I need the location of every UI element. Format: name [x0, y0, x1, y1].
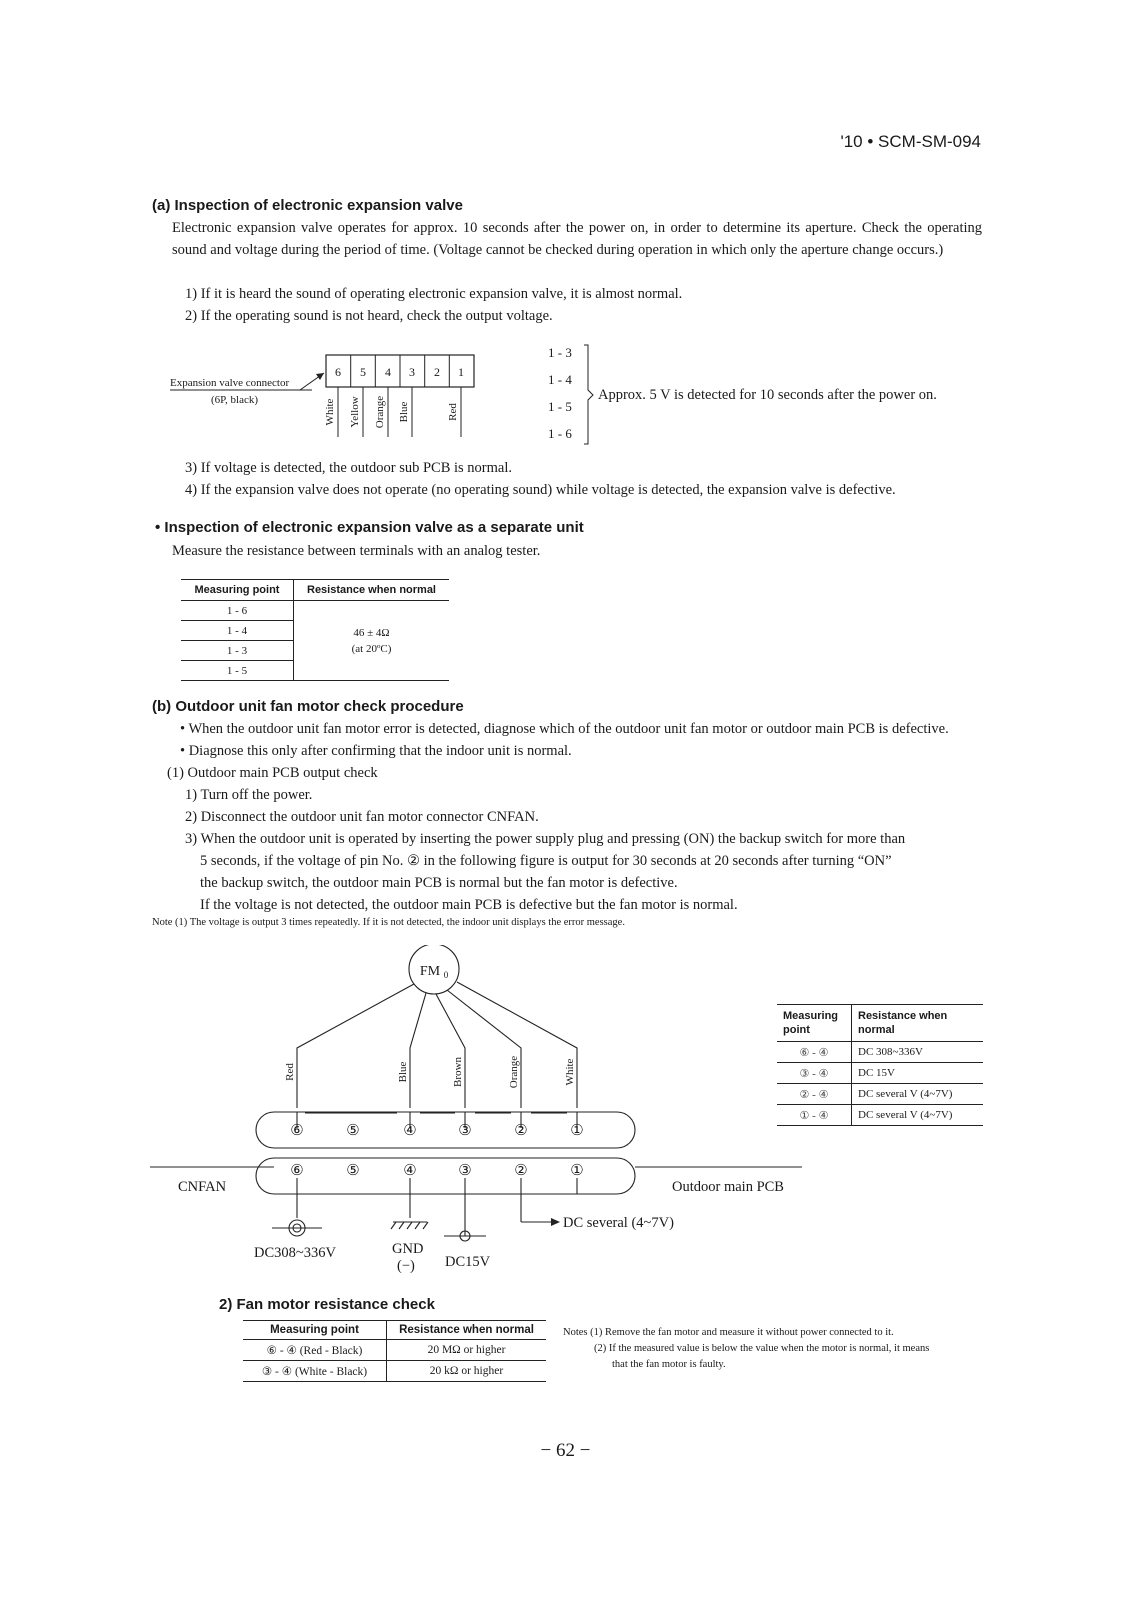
section-a-step-2: 2) If the operating sound is not heard, check the output voltage. [185, 308, 553, 324]
fan-point-cell: ③ - ④ (White - Black) [243, 1361, 387, 1382]
valve-pin-1: 1 [458, 365, 464, 379]
upper-pin-5: ⑤ [346, 1123, 360, 1139]
lower-pin-3: ③ [458, 1163, 472, 1179]
pcb-point-cell: ⑥ - ④ [777, 1042, 852, 1063]
fan-wire-white: White [564, 1058, 576, 1086]
voltage-note: Approx. 5 V is detected for 10 seconds after the power on. [598, 387, 937, 403]
table-row [243, 1340, 546, 1361]
section-b-bullet-2: • Diagnose this only after confirming that the indoor unit is normal. [180, 743, 572, 759]
valve-table-header-resistance: Resistance when normal [294, 580, 450, 601]
valve-point-cell: 1 - 6 [181, 601, 294, 621]
valve-pin-4: 4 [385, 365, 391, 379]
valve-wire-blue: Blue [398, 401, 410, 423]
table-row [777, 1063, 983, 1084]
pcb-value-cell: DC several V (4~7V) [852, 1105, 984, 1126]
lower-pin-6: ⑥ [290, 1163, 304, 1179]
upper-pin-6: ⑥ [290, 1123, 304, 1139]
gnd-sign-label: (−) [397, 1258, 415, 1274]
voltage-point-1-3: 1 - 3 [548, 345, 572, 360]
section-b-subheading: (1) Outdoor main PCB output check [167, 765, 378, 781]
fan-resistance-title: 2) Fan motor resistance check [219, 1296, 435, 1313]
gnd-label: GND [392, 1241, 424, 1257]
dc308-label: DC308~336V [254, 1245, 336, 1261]
fan-wire-red: Red [284, 1063, 296, 1081]
table-row [777, 1084, 983, 1105]
fan-resistance-table [243, 1320, 546, 1382]
valve-table-header-point: Measuring point [181, 580, 294, 601]
pcb-table-header-point: Measuring point [777, 1005, 852, 1042]
pcb-output-table [777, 1004, 983, 1126]
connector-label: Expansion valve connector [170, 377, 290, 389]
dc15v-label: DC15V [445, 1254, 491, 1270]
valve-resistance-cell [294, 601, 450, 681]
valve-point-cell: 1 - 4 [181, 621, 294, 641]
upper-pin-2: ② [514, 1123, 528, 1139]
valve-pin-6: 6 [335, 365, 341, 379]
pcb-value-cell: DC 308~336V [852, 1042, 984, 1063]
voltage-point-1-6: 1 - 6 [548, 426, 572, 441]
page-number: − 62 − [540, 1440, 591, 1461]
valve-wire-yellow: Yellow [349, 396, 361, 428]
lower-pin-4: ④ [403, 1163, 417, 1179]
table-row [181, 601, 449, 621]
section-a-step-4: 4) If the expansion valve does not operate (no operating sound) while voltage is detected, the expansion valve is defective. [185, 482, 896, 498]
fan-motor-wiring-diagram [145, 945, 805, 1275]
valve-wire-orange: Orange [374, 395, 386, 429]
dc-several-label: DC several (4~7V) [563, 1215, 674, 1231]
separate-unit-paragraph: Measure the resistance between terminals with an analog tester. [172, 543, 541, 559]
fan-notes-1: Notes (1) Remove the fan motor and measure it without power connected to it. [563, 1327, 894, 1338]
pcb-value-cell: DC several V (4~7V) [852, 1084, 984, 1105]
upper-pin-1: ① [570, 1123, 584, 1139]
pcb-point-cell: ① - ④ [777, 1105, 852, 1126]
pcb-point-cell: ③ - ④ [777, 1063, 852, 1084]
valve-pin-3: 3 [409, 365, 415, 379]
fan-wire-blue: Blue [397, 1061, 409, 1083]
upper-pin-4: ④ [403, 1123, 417, 1139]
separate-unit-title: • Inspection of electronic expansion valve as a separate unit [155, 519, 584, 536]
table-row [777, 1042, 983, 1063]
cnfan-label: CNFAN [178, 1179, 227, 1195]
pcb-point-cell: ② - ④ [777, 1084, 852, 1105]
section-a-title: (a) Inspection of electronic expansion valve [152, 197, 463, 214]
table-row [777, 1105, 983, 1126]
section-b-step-3b: 5 seconds, if the voltage of pin No. ② in the following figure is output for 30 seconds at 20 seconds after turning “ON” [200, 853, 892, 869]
section-b-title: (b) Outdoor unit fan motor check procedure [152, 698, 464, 715]
pcb-table-header-resistance: Resistance when normal [852, 1005, 984, 1042]
connector-sub-label: (6P, black) [211, 394, 259, 406]
expansion-valve-connector-diagram [165, 340, 985, 445]
fan-motor-label: FM [419, 964, 441, 979]
fan-notes-2: (2) If the measured value is below the value when the motor is normal, it means [594, 1343, 930, 1354]
section-a-step-1: 1) If it is heard the sound of operating electronic expansion valve, it is almost normal. [185, 286, 683, 302]
fan-wire-orange: Orange [508, 1055, 520, 1089]
fan-value-cell: 20 kΩ or higher [387, 1361, 547, 1382]
valve-point-cell: 1 - 5 [181, 661, 294, 681]
valve-resistance-condition: (at 20ºC) [351, 642, 392, 655]
lower-pin-1: ① [570, 1163, 584, 1179]
fan-table-header-resistance: Resistance when normal [387, 1321, 547, 1340]
section-a-paragraph: Electronic expansion valve operates for approx. 10 seconds after the power on, in order to determine its aperture. Check the operating sound and voltage during the period of time. (Voltage cannot be checked during operation in which only the aperture change occurs.) [172, 220, 982, 258]
document-id: '10 • SCM-SM-094 [840, 132, 981, 151]
section-a-step-3: 3) If voltage is detected, the outdoor sub PCB is normal. [185, 460, 513, 476]
section-b-step-3a: 3) When the outdoor unit is operated by inserting the power supply plug and pressing (ON) the backup switch for more than [185, 831, 906, 847]
lower-pin-2: ② [514, 1163, 528, 1179]
section-b-step-1: 1) Turn off the power. [185, 787, 313, 803]
fan-value-cell: 20 MΩ or higher [387, 1340, 547, 1361]
section-b-step-3d: If the voltage is not detected, the outdoor main PCB is defective but the fan motor is normal. [200, 897, 738, 913]
valve-resistance-value: 46 ± 4Ω [353, 626, 390, 639]
section-b-note: Note (1) The voltage is output 3 times repeatedly. If it is not detected, the indoor unit displays the error message. [152, 917, 625, 928]
section-b-bullet-1: • When the outdoor unit fan motor error is detected, diagnose which of the outdoor unit fan motor or outdoor main PCB is defective. [180, 721, 949, 737]
fan-table-header-point: Measuring point [243, 1321, 387, 1340]
outdoor-main-pcb-label: Outdoor main PCB [672, 1179, 784, 1195]
valve-pin-2: 2 [434, 365, 440, 379]
table-row [243, 1361, 546, 1382]
lower-pin-5: ⑤ [346, 1163, 360, 1179]
valve-wire-white: White [324, 398, 336, 426]
fan-wire-brown: Brown [452, 1057, 464, 1087]
pcb-value-cell: DC 15V [852, 1063, 984, 1084]
voltage-point-1-4: 1 - 4 [548, 372, 572, 387]
section-b-step-2: 2) Disconnect the outdoor unit fan motor connector CNFAN. [185, 809, 539, 825]
valve-pin-5: 5 [360, 365, 366, 379]
upper-pin-3: ③ [458, 1123, 472, 1139]
fan-point-cell: ⑥ - ④ (Red - Black) [243, 1340, 387, 1361]
section-b-step-3c: the backup switch, the outdoor main PCB is normal but the fan motor is defective. [200, 875, 678, 891]
valve-wire-red: Red [447, 403, 459, 421]
valve-resistance-table [181, 579, 449, 681]
fan-motor-label-subscript: 0 [443, 970, 449, 980]
fan-notes-3: that the fan motor is faulty. [612, 1359, 726, 1370]
valve-point-cell: 1 - 3 [181, 641, 294, 661]
voltage-point-1-5: 1 - 5 [548, 399, 572, 414]
